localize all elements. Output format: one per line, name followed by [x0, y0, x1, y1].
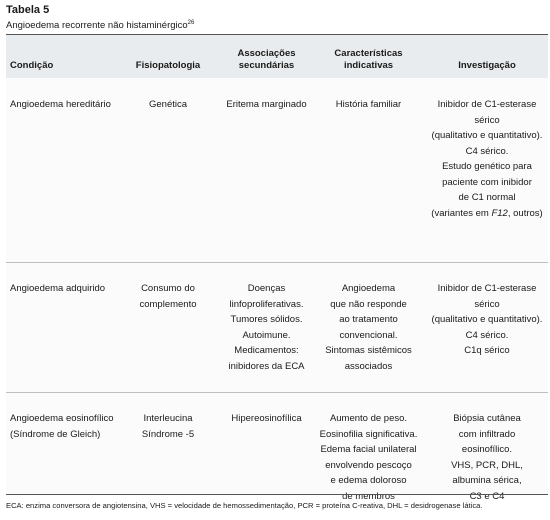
footer-rule [6, 494, 548, 495]
cell-line: complemento [139, 298, 197, 310]
cell-line: Estudo genético para [442, 161, 532, 172]
cell-investigacao [426, 411, 548, 504]
header-investigacao: Investigação [458, 60, 516, 71]
cell-line: Angioedema hereditário [10, 99, 111, 110]
cell-line: Inibidor de C1-esterase [437, 99, 537, 110]
cell-fisiopatologia [118, 281, 218, 312]
cell-line: Síndrome -5 [141, 428, 195, 440]
cell-line: Consumo do [141, 283, 195, 294]
table-header-row [6, 34, 548, 80]
cell-line: Interleucina [143, 413, 193, 424]
cell-line: Biópsia cutânea [453, 413, 521, 424]
table-body [6, 78, 548, 502]
cell-fisiopatologia [118, 97, 218, 113]
table-row [6, 392, 548, 502]
header-associacoes-line-1: Associações [237, 48, 296, 59]
cell-investigacao [426, 97, 548, 221]
cell-line: que não responde [330, 298, 407, 310]
cell-line: Tumores sólidos. [230, 314, 303, 325]
cell-condicao [10, 411, 122, 442]
cell-line: convencional. [339, 329, 398, 341]
angioedema-table [6, 34, 548, 502]
cell-line: C4 sérico. [465, 145, 509, 157]
table-caption-line [6, 17, 194, 32]
cell-investigacao [426, 281, 548, 359]
table-row [6, 78, 548, 263]
cell-line: associados [344, 360, 393, 372]
cell-line: Angioedema adquirido [10, 283, 106, 294]
table-number: Tabela 5 [6, 4, 50, 16]
cell-line: Eritema marginado [226, 99, 307, 110]
cell-line: sérico [474, 114, 500, 126]
cell-associacoes [214, 411, 319, 427]
cell-line: (qualitativo e quantitativo). [431, 130, 543, 141]
cell-line: (qualitativo e quantitativo). [431, 314, 543, 325]
cell-line: Sintomas sistêmicos [325, 345, 412, 356]
cell-line: C4 sérico. [465, 329, 509, 341]
cell-line: inibidores da ECA [228, 360, 305, 372]
cell-line: linfoproliferativas. [229, 298, 304, 310]
cell-line: envolvendo pescoço [325, 459, 412, 471]
cell-line: Angioedema [341, 283, 396, 294]
cell-line: Medicamentos: [234, 345, 299, 356]
cell-line: sérico [474, 298, 500, 310]
cell-line: eosinofílico. [461, 444, 513, 455]
table-footnote: ECA: enzima conversora de angiotensina, VHS = velocidade de hemossedimentação, PCR = proteína C-reativa, DHL = desidrogenase lática. [6, 501, 483, 510]
cell-line: C3 e C4 [469, 490, 505, 502]
table-row [6, 262, 548, 393]
header-associacoes [214, 48, 319, 72]
cell-line: paciente com inibidor [442, 176, 532, 188]
cell-caracteristicas [316, 281, 421, 374]
cell-associacoes [214, 97, 319, 113]
cell-line: de C1 normal [458, 192, 516, 203]
cell-line: Genética [148, 99, 188, 110]
cell-line: C1q sérico [464, 345, 510, 356]
cell-line: Edema facial unilateral [320, 444, 417, 455]
table-caption: Angioedema recorrente não histaminérgico [6, 20, 188, 31]
cell-line: (variantes em F12, outros) [431, 207, 543, 219]
cell-line: (Síndrome de Gleich) [10, 428, 101, 440]
cell-line: Aumento de peso. [329, 413, 408, 424]
cell-line: História familiar [335, 99, 402, 110]
header-fisiopatologia: Fisiopatologia [135, 60, 201, 71]
cell-line: albumina sérica, [452, 475, 522, 486]
cell-associacoes [214, 281, 319, 374]
header-caracteristicas-line-2: indicativas [343, 60, 394, 71]
cell-line: Doenças [247, 283, 286, 294]
cell-caracteristicas [316, 411, 421, 504]
cell-line: Autoimune. [242, 329, 291, 341]
cell-line: Eosinofilia significativa. [319, 428, 418, 440]
cell-line: VHS, PCR, DHL, [451, 459, 523, 471]
cell-line: Inibidor de C1-esterase [437, 283, 537, 294]
header-caracteristicas-line-1: Características [334, 48, 403, 59]
cell-line: ao tratamento [339, 314, 398, 325]
cell-condicao [10, 97, 122, 113]
cell-line: com infiltrado [458, 428, 516, 440]
table-title-block [6, 4, 194, 32]
cell-fisiopatologia [118, 411, 218, 442]
caption-reference: 26 [187, 20, 195, 26]
cell-caracteristicas [316, 97, 421, 113]
header-associacoes-line-2: secundárias [238, 60, 295, 71]
cell-line: de membros [342, 490, 395, 502]
cell-condicao [10, 281, 122, 297]
header-condicao: Condição [10, 60, 54, 71]
cell-line: Hipereosinofílica [231, 413, 302, 424]
header-caracteristicas [316, 48, 421, 72]
cell-line: Angioedema eosinofílico [10, 413, 114, 424]
cell-line: e edema doloroso [330, 475, 407, 486]
